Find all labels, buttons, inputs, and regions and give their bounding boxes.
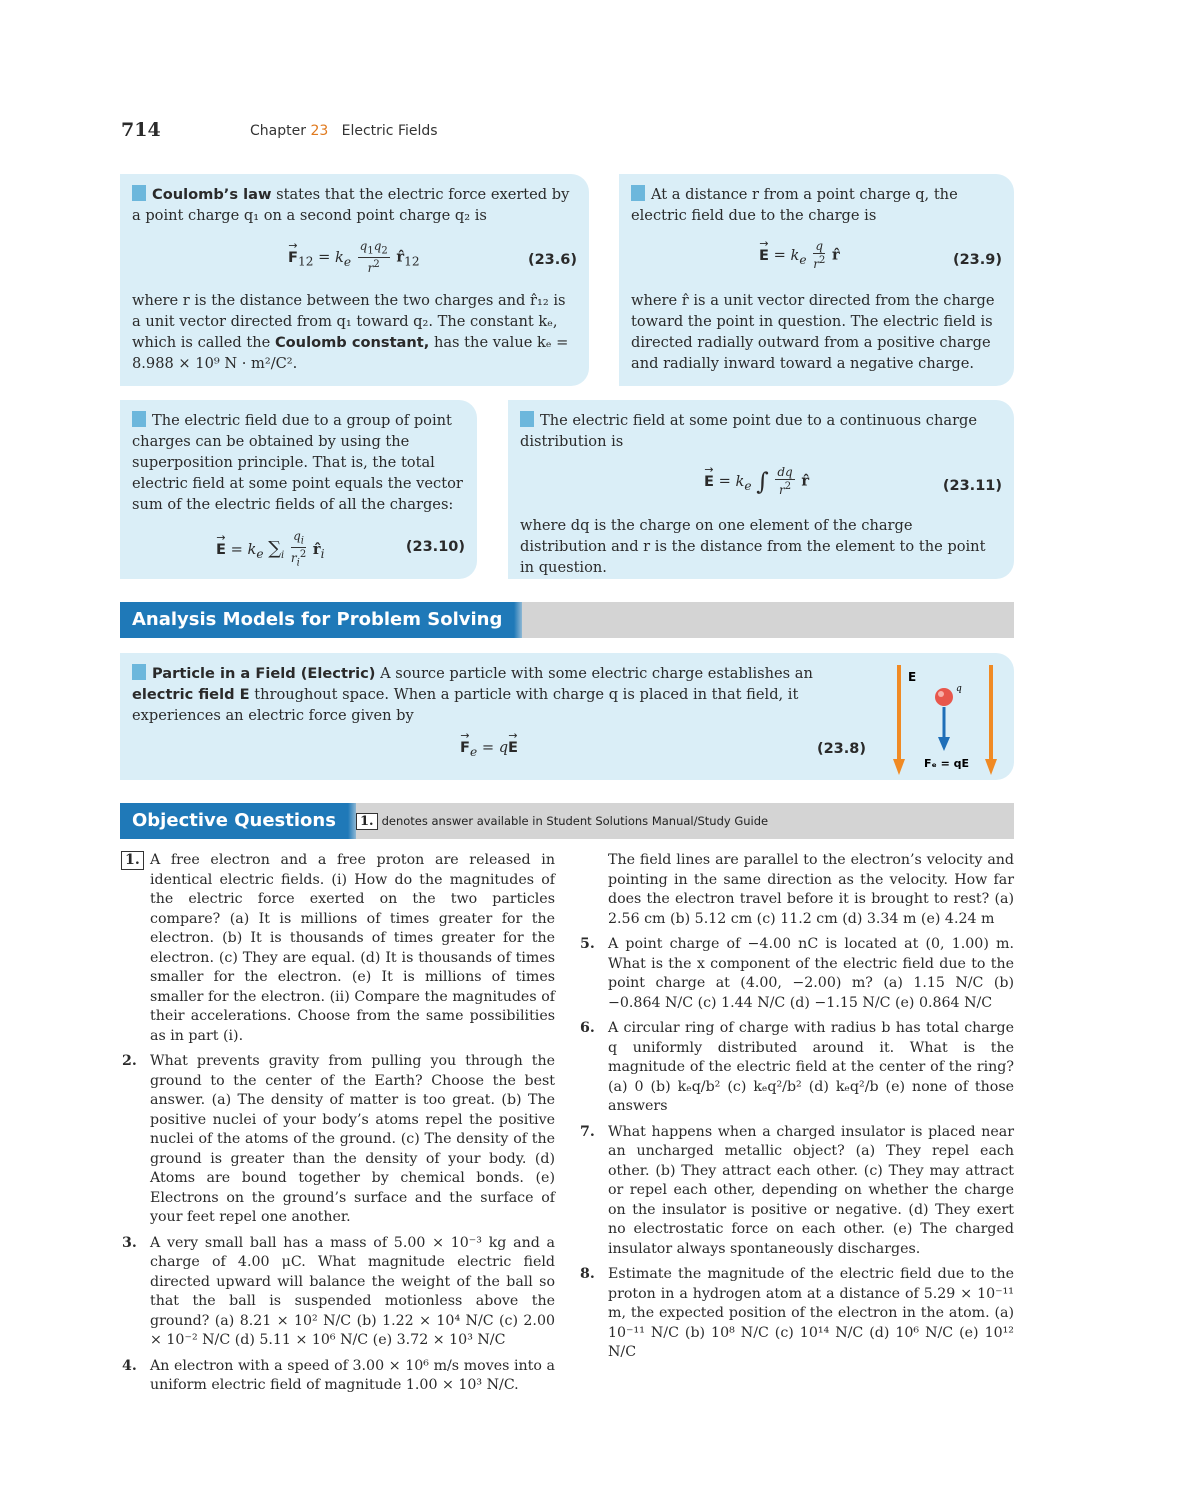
question-item <box>125 851 555 1046</box>
running-head <box>250 123 438 139</box>
question-number: 3. <box>122 1234 137 1251</box>
superposition-intro-text: The electric field due to a group of point charges can be obtained by using the superposition principle. That is, the total electric field at some point equals the vector sum of the electric fields of all the charges: <box>132 412 463 513</box>
question-item <box>580 1265 1014 1363</box>
question-item <box>580 1123 1014 1260</box>
coulomb-law-box <box>120 174 589 386</box>
superposition-box <box>120 400 477 579</box>
equation-number: (23.11) <box>942 478 1002 494</box>
question-item <box>122 1052 555 1228</box>
objective-questions-title: Objective Questions <box>120 803 348 839</box>
point-field-intro-text: At a distance r from a point charge q, the electric field due to the charge is <box>631 186 958 224</box>
question-text: An electron with a speed of 3.00 × 10⁶ m/s moves into a uniform electric field of magnitude 1.00 × 10³ N/C. <box>150 1357 555 1393</box>
equation-23-8: → $F_e = q\to E$ <box>460 737 518 763</box>
question-number: 8. <box>580 1266 595 1282</box>
coulomb-intro-text: states that the electric force exerted by a point charge q₁ on a second point charge q₂ is <box>132 186 570 224</box>
particle-field-text-2: throughout space. When a particle with charge q is placed in that field, it experiences an electric force given by <box>132 686 799 724</box>
point-charge-field-box <box>619 174 1014 386</box>
particle-field-figure <box>884 657 1014 781</box>
summary-marker-icon <box>520 411 534 427</box>
particle-field-term: Particle in a Field (Electric) <box>152 665 376 682</box>
question-item <box>122 1357 555 1396</box>
particle-in-field-box <box>120 653 1014 780</box>
coulomb-intro <box>132 184 575 226</box>
objective-questions-note <box>356 813 768 830</box>
equation-number: (23.6) <box>527 252 577 268</box>
summary-marker-icon <box>631 185 645 201</box>
continuous-intro-text: The electric field at some point due to a continuous charge distribution is <box>520 412 978 450</box>
equation-23-10: → $E = k_e$ $\sum_i$ $\frac{q_i}{r_i^2}$ $r̂_i$ <box>216 530 324 570</box>
boxed-number-sample: 1. <box>356 813 378 830</box>
electric-field-term: electric field E <box>132 686 250 703</box>
objective-questions-banner <box>120 803 1014 839</box>
particle-highlight <box>938 691 944 697</box>
question-number: 2. <box>122 1053 137 1069</box>
coulomb-description <box>132 290 575 374</box>
question-number: 6. <box>580 1020 595 1036</box>
question-text: A circular ring of charge with radius b has total charge q uniformly distributed around it. What is the magnitude of the electric field at the center of the ring? (a) 0 (b) kₑq/b² (c) kₑq²/b² (d) kₑq²/b (e) none of those answers <box>608 1020 1014 1114</box>
continuous-distribution-box <box>508 400 1014 579</box>
summary-marker-icon <box>132 411 146 427</box>
summary-marker-icon <box>132 664 146 680</box>
question-text: The field lines are parallel to the electron’s velocity and pointing in the same direction as the velocity. How far does the electron travel before it is brought to rest? (a) 2.56 cm (b) 5.12 cm (c) 11.2 cm (d) 3.34 m (e) 4.24 m <box>608 852 1014 927</box>
equation-23-6: → $F_{12} = k_e$ $\frac{q_1q_2}{r^2}$ $r̂_{12}$ <box>288 240 420 275</box>
point-field-intro <box>631 184 1000 226</box>
page-number: 714 <box>121 119 161 141</box>
question-continuation <box>588 851 1014 929</box>
questions-right-column <box>580 851 1014 1369</box>
question-item <box>580 1019 1014 1117</box>
coulomb-term: Coulomb’s law <box>152 186 272 203</box>
continuous-intro <box>520 410 1000 452</box>
question-number: 5. <box>580 936 595 952</box>
fig-field-label: E <box>908 670 917 684</box>
question-text: What happens when a charged insulator is placed near an uncharged metallic object? (a) They repel each other. (b) They attract each other. (c) They may attract or repel each other, depending on whether the charge on the insulator is positive or negative. (d) They exert no electrostatic force on each other. (e) The charged insulator always spontaneously discharges. <box>608 1123 1014 1257</box>
fig-force-label: Fₑ = qE <box>924 757 970 770</box>
charged-particle-icon <box>935 688 953 706</box>
equation-number: (23.10) <box>405 539 465 555</box>
question-text: A free electron and a free proton are released in identical electric fields. (i) How do the magnitudes of the electric force exerted on the two particles compare? (a) It is millions of times greater for the electron. (b) It is thousands of times greater for the electron. (c) They are equal. (d) It is thousands of times smaller for the electron. (e) It is millions of times smaller for the electron. (ii) Compare the magnitudes of their accelerations. Choose from the same possibilities as in part (i). <box>150 852 555 1044</box>
coulomb-desc-2: has the value kₑ = 8.988 × 10⁹ N · m²/C². <box>132 334 569 372</box>
analysis-models-title: Analysis Models for Problem Solving <box>120 602 514 638</box>
question-number: 7. <box>580 1123 595 1140</box>
force-arrow-icon <box>938 737 950 751</box>
superposition-intro <box>132 410 463 515</box>
questions-left-column <box>122 851 555 1402</box>
question-text: A very small ball has a mass of 5.00 × 10⁻³ kg and a charge of 4.00 μC. What magnitude electric field directed upward will balance the weight of the ball so that the ball is suspended motionless above the ground? (a) 8.21 × 10² N/C (b) 1.22 × 10⁴ N/C (c) 2.00 × 10⁻² N/C (d) 5.11 × 10⁶ N/C (e) 3.72 × 10³ N/C <box>150 1234 555 1348</box>
chapter-title: Electric Fields <box>341 123 438 139</box>
continuous-description: where dq is the charge on one element of the charge distribution and r is the distance from the element to the point in question. <box>520 517 986 576</box>
point-field-description: where r̂ is a unit vector directed from the charge toward the point in question. The electric field is directed radially outward from a positive charge and radially inward toward a negative charge. <box>631 292 995 372</box>
chapter-label: Chapter <box>250 123 306 139</box>
question-text: Estimate the magnitude of the electric field due to the proton in a hydrogen atom at a distance of 5.29 × 10⁻¹¹ m, the expected position of the electron in the atom. (a) 10⁻¹¹ N/C (b) 10⁸ N/C (c) 10¹⁴ N/C (d) 10⁶ N/C (e) 10¹² N/C <box>608 1266 1014 1360</box>
coulomb-constant-term: Coulomb constant, <box>274 334 430 351</box>
question-number: 1. <box>121 851 144 870</box>
summary-marker-icon <box>132 185 146 201</box>
field-arrow-right-icon <box>985 759 997 775</box>
question-text: A point charge of −4.00 nC is located at (0, 1.00) m. What is the x component of the electric field due to the point charge at (4.00, −2.00) m? (a) 1.15 N/C (b) −0.864 N/C (c) 1.44 N/C (d) −1.15 N/C (e) 0.864 N/C <box>608 936 1014 1011</box>
fig-charge-label: q <box>956 684 962 694</box>
particle-field-text <box>132 663 872 726</box>
field-arrow-left-icon <box>893 759 905 775</box>
question-text: What prevents gravity from pulling you through the ground to the center of the Earth? Choose the best answer. (a) The density of matter is too great. (b) The positive nuclei of your body’s atoms repel the positive nuclei of the atoms of the ground. (c) The density of the ground is greater than the density of your body. (d) Atoms are bound together by chemical bonds. (e) Electrons on the ground’s surface and the surface of your feet repel one another. <box>150 1053 555 1225</box>
question-item <box>122 1234 555 1351</box>
equation-number: (23.8) <box>816 741 866 757</box>
equation-23-9: → $E = k_e$ $\frac{q}{r^2}$ r̂ <box>759 240 840 271</box>
analysis-models-banner <box>120 602 1014 638</box>
question-item <box>580 935 1014 1013</box>
question-number: 4. <box>122 1357 137 1374</box>
particle-field-text-1: A source particle with some electric charge establishes an <box>380 665 813 682</box>
objective-note-text: denotes answer available in Student Solutions Manual/Study Guide <box>381 814 769 828</box>
coulomb-desc-1: where r is the distance between the two charges and r̂₁₂ is a unit vector directed from q₁ toward q₂. The constant kₑ, which is called the <box>132 292 566 351</box>
chapter-number: 23 <box>310 123 329 139</box>
equation-23-11: → $E = k_e$ ∫ $\frac{dq}{r^2}$ r̂ <box>704 466 809 497</box>
equation-number: (23.9) <box>952 252 1002 268</box>
